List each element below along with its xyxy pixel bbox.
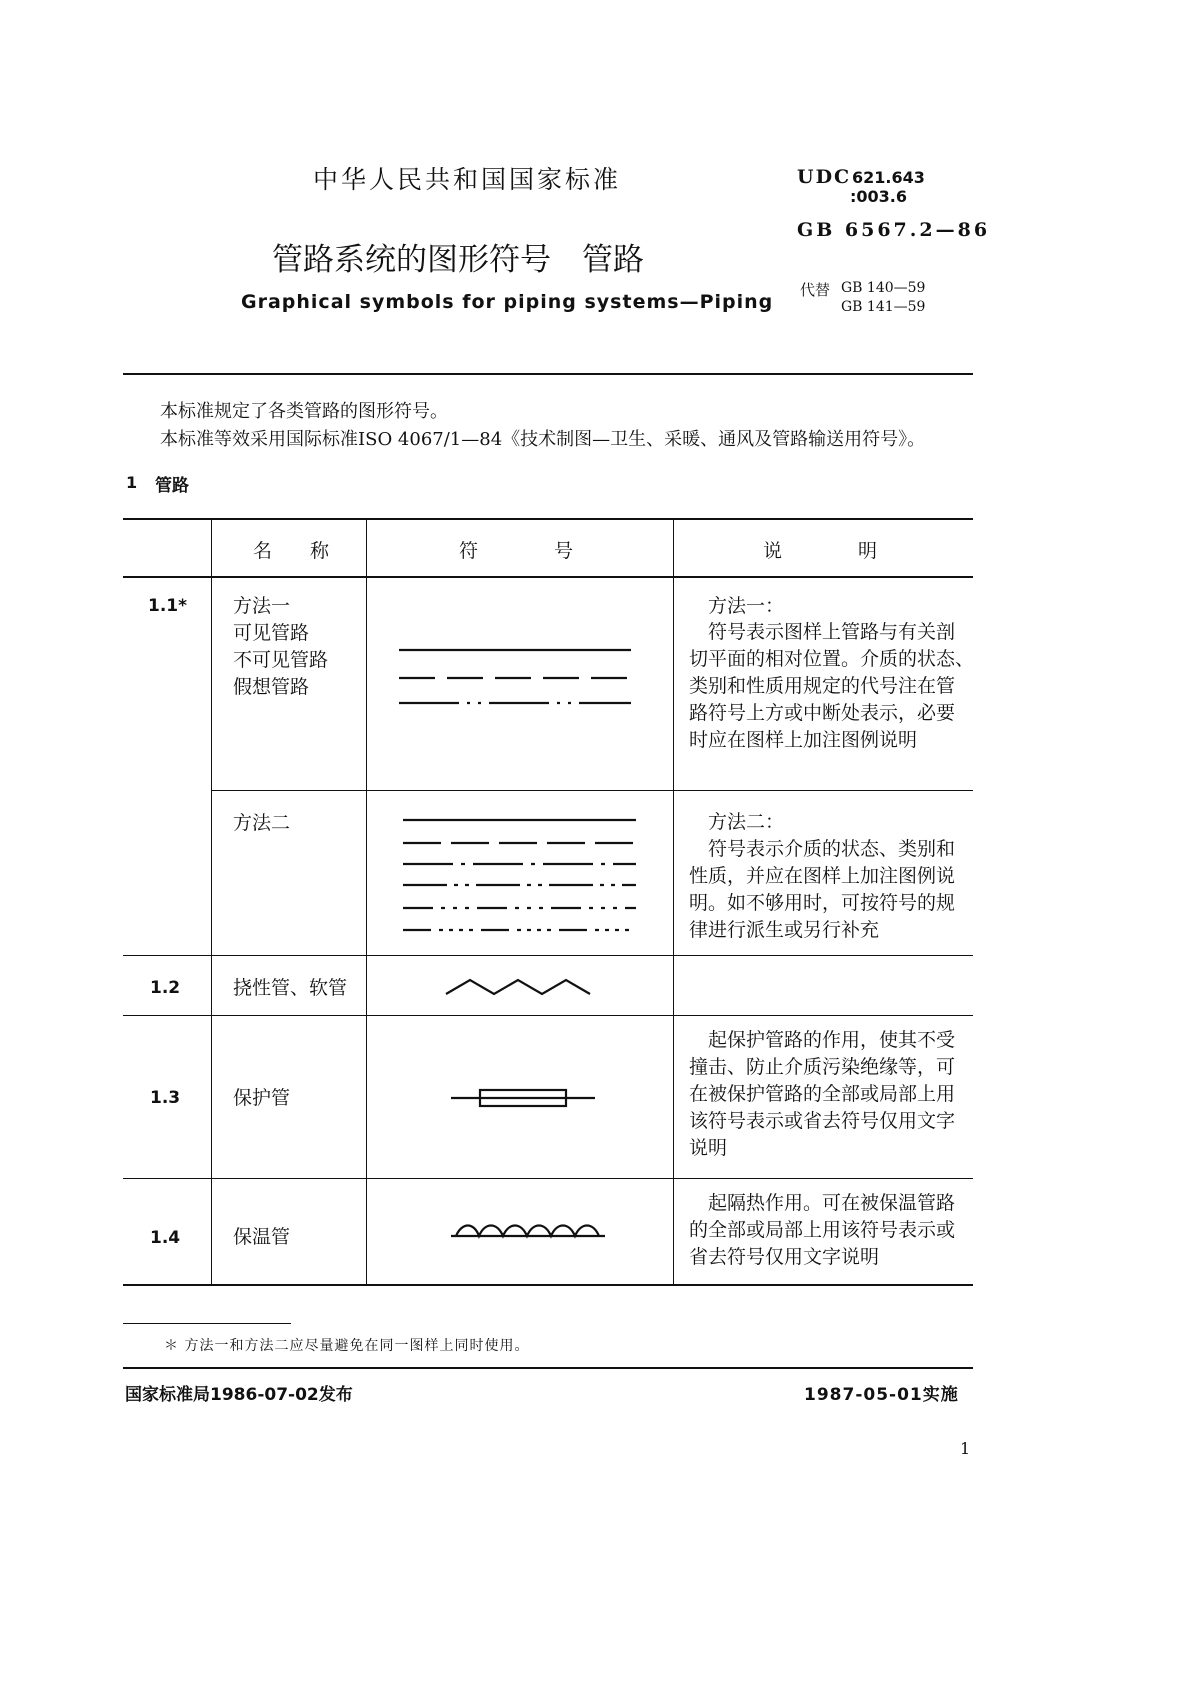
row-number-1-4: 1.4 bbox=[150, 1228, 181, 1248]
footer-divider bbox=[123, 1367, 973, 1369]
document-title-cn: 管路系统的图形符号 管路 bbox=[272, 242, 644, 278]
national-standard-title: 中华人民共和国国家标准 bbox=[313, 165, 622, 194]
section-number: 1 bbox=[126, 473, 138, 492]
row-1-1-name-1: 可见管路 bbox=[233, 622, 310, 644]
intro-line-1: 本标准规定了各类管路的图形符号。 bbox=[160, 401, 448, 422]
gb-code: GB 6567.2—86 bbox=[797, 219, 991, 241]
issue-date: 国家标准局1986-07-02发布 bbox=[125, 1385, 353, 1405]
replaces-gb140: GB 140—59 bbox=[841, 280, 926, 296]
section-title: 管路 bbox=[155, 476, 189, 496]
row-1-4-desc-1: 的全部或局部上用该符号表示或 bbox=[689, 1219, 956, 1241]
row-1-1-desc-1: 符号表示图样上管路与有关剖 bbox=[708, 621, 956, 643]
row-1-3-desc-3: 该符号表示或省去符号仅用文字 bbox=[689, 1110, 956, 1132]
row-1-1b-desc-2: 性质，并应在图样上加注图例说 bbox=[689, 865, 956, 887]
footnote-rule bbox=[123, 1323, 291, 1324]
row-1-1-name-0: 方法一 bbox=[233, 595, 291, 617]
header-description: 说 明 bbox=[763, 540, 878, 562]
replaces-label: 代替 bbox=[800, 281, 831, 299]
row-1-2-name: 挠性管、软管 bbox=[233, 977, 348, 999]
row-number-1-1: 1.1* bbox=[148, 596, 188, 616]
header-name: 名 称 bbox=[253, 540, 330, 562]
row-1-1b-desc-1: 符号表示介质的状态、类别和 bbox=[708, 838, 956, 860]
udc-label: UDC bbox=[797, 166, 852, 188]
symbol-flexible-hose bbox=[446, 980, 590, 994]
row-1-1-desc-2: 切平面的相对位置。介质的状态、 bbox=[689, 648, 975, 670]
row-1-3-desc-1: 撞击、防止介质污染绝缘等，可 bbox=[689, 1056, 956, 1078]
row-1-4-desc-2: 省去符号仅用文字说明 bbox=[689, 1246, 880, 1268]
row-1-4-name: 保温管 bbox=[233, 1226, 291, 1248]
udc-value-2: :003.6 bbox=[850, 187, 908, 206]
footnote: ＊ 方法一和方法二应尽量避免在同一图样上同时使用。 bbox=[164, 1338, 530, 1354]
row-1-3-desc-4: 说明 bbox=[689, 1137, 728, 1159]
document-title-en: Graphical symbols for piping systems—Piping bbox=[241, 291, 774, 313]
udc-value-1: 621.643 bbox=[852, 168, 925, 187]
row-1-1b-desc-0: 方法二： bbox=[708, 811, 785, 833]
row-1-1b-desc-4: 律进行派生或另行补充 bbox=[689, 919, 880, 941]
effective-date: 1987-05-01实施 bbox=[804, 1385, 959, 1405]
row-1-3-desc-2: 在被保护管路的全部或局部上用 bbox=[689, 1083, 956, 1105]
row-1-1-desc-5: 时应在图样上加注图例说明 bbox=[689, 729, 918, 751]
row-1-4-desc-0: 起隔热作用。可在被保温管路 bbox=[708, 1192, 956, 1214]
row-1-1-desc-0: 方法一： bbox=[708, 595, 785, 617]
row-1-1b-name: 方法二 bbox=[233, 812, 291, 834]
row-1-1-name-2: 不可见管路 bbox=[233, 649, 329, 671]
page-number: 1 bbox=[960, 1439, 971, 1458]
row-number-1-2: 1.2 bbox=[150, 978, 181, 998]
row-1-3-desc-0: 起保护管路的作用，使其不受 bbox=[708, 1029, 956, 1051]
row-1-1b-desc-3: 明。如不够用时，可按符号的规 bbox=[689, 892, 956, 914]
header-symbol: 符 号 bbox=[459, 540, 574, 562]
intro-line-2: 本标准等效采用国际标准ISO 4067/1—84《技术制图—卫生、采暖、通风及管路输送用符号》。 bbox=[160, 429, 926, 450]
row-1-3-name: 保护管 bbox=[233, 1087, 291, 1109]
symbol-insulated-wave bbox=[456, 1226, 599, 1237]
row-1-1-desc-4: 路符号上方或中断处表示，必要 bbox=[689, 702, 956, 724]
row-1-1-name-3: 假想管路 bbox=[233, 676, 310, 698]
row-1-1-desc-3: 类别和性质用规定的代号注在管 bbox=[689, 675, 956, 697]
replaces-gb141: GB 141—59 bbox=[841, 299, 926, 315]
row-number-1-3: 1.3 bbox=[150, 1088, 181, 1108]
